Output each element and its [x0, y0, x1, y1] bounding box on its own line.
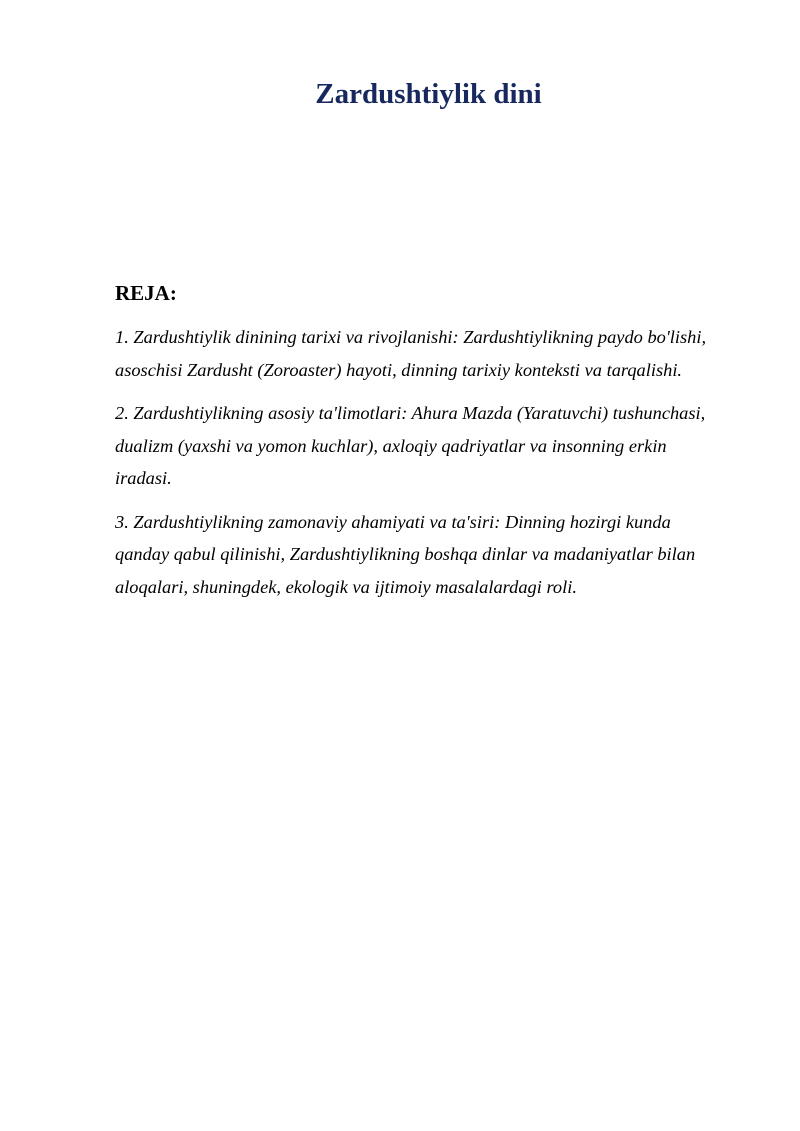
- plan-item-3: 3. Zardushtiylikning zamonaviy ahamiyati va ta'siri: Dinning hozirgi kunda qanday qabul qilinishi, Zardushtiylikning boshqa dinlar va madaniyatlar bilan aloqalari, shuningdek, ekologik va ijtimoiy masalalardagi roli.: [115, 511, 696, 597]
- plan-list: [115, 321, 727, 614]
- plan-item-2: 2. Zardushtiylikning asosiy ta'limotlari: Ahura Mazda (Yaratuvchi) tushunchasi, dualizm (yaxshi va yomon kuchlar), axloqiy qadriyatlar va insonning erkin iradasi.: [115, 403, 706, 488]
- plan-item-1: 1. Zardushtiylik dinining tarixi va rivojlanishi: Zardushtiylikning paydo bo'lishi, asoschisi Zardusht (Zoroaster) hayoti, dinning tarixiy konteksti va tarqalishi.: [115, 327, 707, 380]
- document-title: Zardushtiylik dini: [315, 78, 542, 110]
- plan-heading: REJA:: [115, 281, 177, 305]
